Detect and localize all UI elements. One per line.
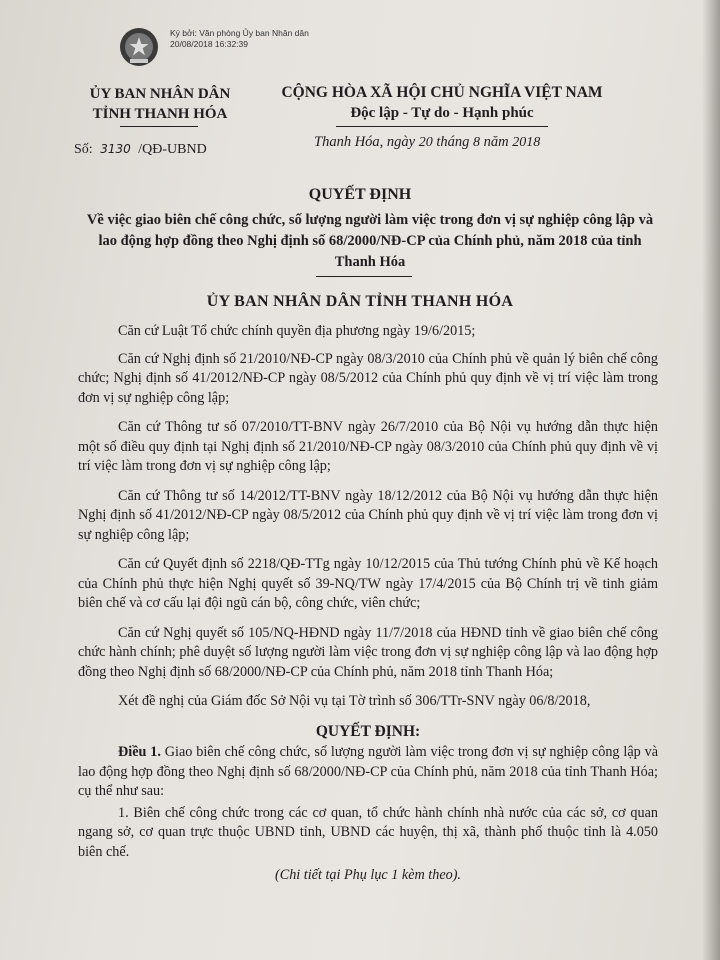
date-prefix: Thanh Hóa, ngày xyxy=(314,134,416,150)
ground-paragraph: Căn cứ Nghị định số 21/2010/NĐ-CP ngày 08/3/2010 của Chính phủ về quản lý biên chế công chức; Nghị định số 41/2012/NĐ-CP ngày 08/5/2012 của Chính phủ quy định về vị trí việc làm trong đơn vị sự nghiệp công lập; xyxy=(78,350,658,406)
subject-underline xyxy=(316,276,412,277)
appendix-note: (Chi tiết tại Phụ lục 1 kèm theo). xyxy=(275,867,461,883)
digital-signature-block xyxy=(118,22,378,62)
page-shadow xyxy=(702,0,720,960)
date-month-label: tháng xyxy=(436,134,470,150)
nation-line-2: Độc lập - Tự do - Hạnh phúc xyxy=(350,105,534,121)
issuing-authority: ỦY BAN NHÂN DÂN TỈNH THANH HÓA xyxy=(206,293,514,310)
agency-line-1: ỦY BAN NHÂN DÂN xyxy=(89,86,231,102)
date-day: 20 xyxy=(418,135,433,150)
signed-by-text: Ký bởi: Văn phòng Ủy ban Nhân dân xyxy=(170,28,309,38)
ground-paragraph: Căn cứ Luật Tổ chức chính quyền địa phương ngày 19/6/2015; xyxy=(118,323,476,339)
agency-underline xyxy=(120,126,198,127)
document-number xyxy=(74,142,207,158)
national-motto-header xyxy=(262,82,622,124)
article-1-text: Giao biên chế công chức, số lượng người làm việc trong đơn vị sự nghiệp công lập và lao động hợp đồng theo Nghị định số 68/2000/NĐ-CP của Chính phủ, năm 2018 của tỉnh Thanh Hóa; cụ thể như sau: xyxy=(78,744,659,799)
decision-heading: QUYẾT ĐỊNH: xyxy=(315,722,421,740)
date-year: 2018 xyxy=(512,135,541,150)
ground-paragraph: Căn cứ Quyết định số 2218/QĐ-TTg ngày 10/12/2015 của Thủ tướng Chính phủ về Kế hoạch của Chính phủ thực hiện Nghị quyết số 39-NQ/TW ngày 17/4/2015 của Bộ Chính trị về tinh giảm biên chế và cơ cấu lại đội ngũ cán bộ, công chức, viên chức; xyxy=(78,556,658,611)
decision-title: QUYẾT ĐỊNH xyxy=(308,186,412,203)
motto-underline xyxy=(336,126,548,127)
nation-line-1: CỘNG HÒA XÃ HỘI CHỦ NGHĨA VIỆT NAM xyxy=(281,84,603,101)
national-emblem-icon xyxy=(118,26,160,68)
ground-paragraph: Căn cứ Nghị quyết số 105/NQ-HĐND ngày 11/7/2018 của HĐND tỉnh về giao biên chế công chức hành chính; phê duyệt số lượng người làm việc trong đơn vị sự nghiệp công lập và lao động hợp đồng theo Nghị định số 68/2000/NĐ-CP của Chính phủ, năm 2018 tỉnh Thanh Hóa; xyxy=(78,624,658,680)
decision-subject: Về việc giao biên chế công chức, số lượng người làm việc trong đơn vị sự nghiệp công lập và lao động hợp đồng theo Nghị định số 68/2000/NĐ-CP của Chính phủ, năm 2018 của tỉnh Thanh Hóa xyxy=(86,212,654,270)
number-prefix: Số: xyxy=(74,142,93,157)
ground-paragraph: Căn cứ Thông tư số 07/2010/TT-BNV ngày 26/7/2010 của Bộ Nội vụ hướng dẫn thực hiện một số điều quy định tại Nghị định số 21/2010/NĐ-CP ngày 08/3/2010 của Chính phủ quy định về vị trí việc làm trong đơn vị sự nghiệp công lập; xyxy=(78,419,658,474)
date-year-label: năm xyxy=(483,134,509,150)
ground-paragraph: Xét đề nghị của Giám đốc Sở Nội vụ tại Tờ trình số 306/TTr-SNV ngày 06/8/2018, xyxy=(118,693,591,709)
signed-time-text: 20/08/2018 16:32:39 xyxy=(170,39,248,49)
number-suffix: /QĐ-UBND xyxy=(138,142,207,157)
article-1-label: Điều 1. xyxy=(118,744,161,760)
agency-header xyxy=(70,84,250,124)
document-date xyxy=(314,134,540,151)
article-1-item-1: 1. Biên chế công chức trong các cơ quan, tổ chức hành chính nhà nước của các sở, cơ quan ngang sở, cơ quan trực thuộc UBND tỉnh, UBND các huyện, thị xã, thành phố thuộc tỉnh là 4.050 biên chế. xyxy=(78,804,658,860)
decision-body xyxy=(78,322,658,896)
ground-paragraph: Căn cứ Thông tư số 14/2012/TT-BNV ngày 18/12/2012 của Bộ Nội vụ hướng dẫn thực hiện Nghị định số 41/2012/NĐ-CP ngày 08/5/2012 của Chính phủ quy định về vị trí việc làm trong đơn vị sự nghiệp công lập; xyxy=(78,487,658,543)
article-1 xyxy=(78,743,658,802)
number-handwritten: 3130 xyxy=(100,142,131,156)
date-month: 8 xyxy=(473,135,481,150)
agency-line-2: TỈNH THANH HÓA xyxy=(92,106,228,122)
